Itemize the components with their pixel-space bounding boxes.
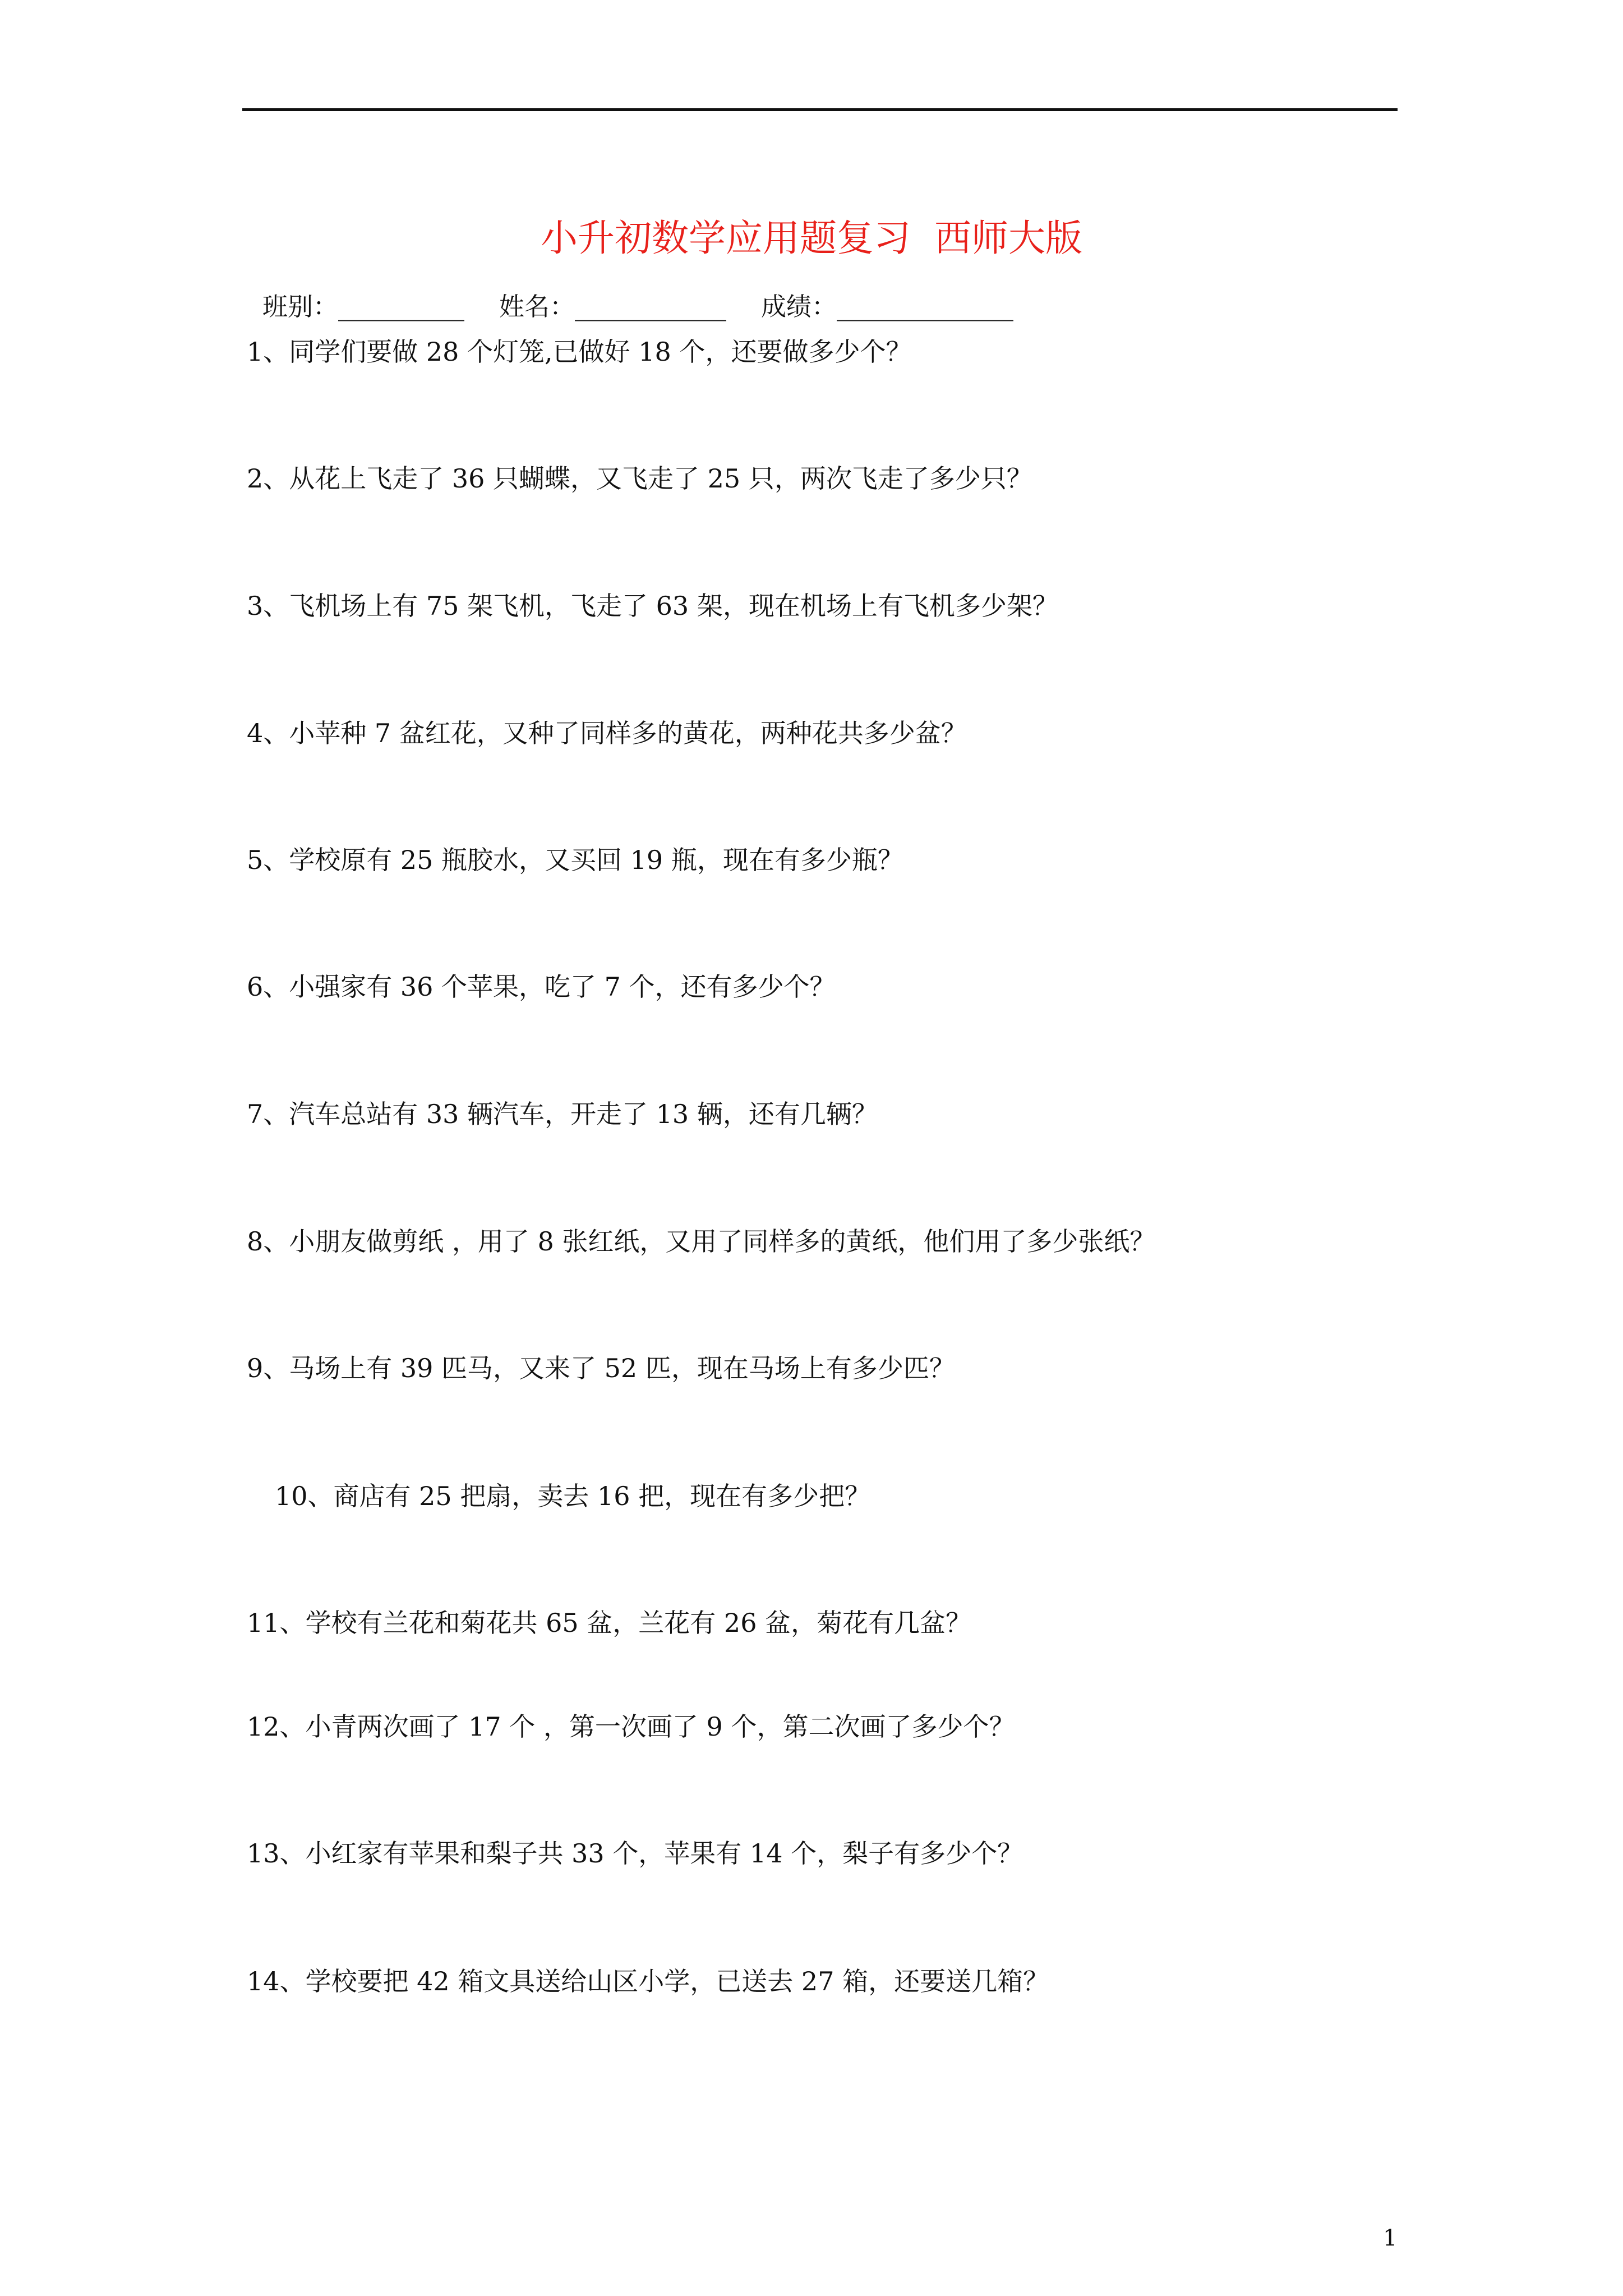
question-5: 5、学校原有 25 瓶胶水，又买回 19 瓶，现在有多少瓶？ [247, 845, 903, 875]
question-13: 13、小红家有苹果和梨子共 33 个，苹果有 14 个，梨子有多少个？ [247, 1838, 1023, 1869]
question-9: 9、马场上有 39 匹马，又来了 52 匹，现在马场上有多少匹？ [247, 1353, 955, 1383]
question-8: 8、小朋友做剪纸 ，用了 8 张红纸，又用了同样多的黄纸，他们用了多少张纸？ [247, 1226, 1156, 1257]
student-info-line [262, 287, 1013, 326]
question-10: 10、商店有 25 把扇，卖去 16 把，现在有多少把？ [275, 1481, 871, 1511]
class-field: 班别：__________ [262, 292, 465, 321]
question-12: 12、小青两次画了 17 个 ，第一次画了 9 个，第二次画了多少个？ [247, 1711, 1015, 1742]
header-rule [242, 108, 1398, 111]
question-11: 11、学校有兰花和菊花共 65 盆，兰花有 26 盆，菊花有几盆？ [247, 1608, 972, 1638]
question-1: 1、同学们要做 28 个灯笼,已做好 18 个，还要做多少个？ [247, 337, 912, 367]
question-6: 6、小强家有 36 个苹果，吃了 7 个，还有多少个？ [247, 972, 836, 1002]
document-title: 小升初数学应用题复习 西师大版 [541, 217, 1082, 260]
question-2: 2、从花上飞走了 36 只蝴蝶，又飞走了 25 只，两次飞走了多少只？ [247, 463, 1032, 494]
page-number: 1 [1383, 2225, 1398, 2251]
question-7: 7、汽车总站有 33 辆汽车，开走了 13 辆，还有几辆？ [247, 1099, 878, 1129]
question-3: 3、飞机场上有 75 架飞机，飞走了 63 架，现在机场上有飞机多少架？ [247, 591, 1058, 621]
score-field: 成绩：______________ [761, 292, 1014, 321]
question-4: 4、小苹种 7 盆红花，又种了同样多的黄花，两种花共多少盆？ [247, 718, 967, 748]
question-14: 14、学校要把 42 箱文具送给山区小学，已送去 27 箱，还要送几箱？ [247, 1966, 1049, 1996]
name-field: 姓名：____________ [499, 292, 727, 321]
